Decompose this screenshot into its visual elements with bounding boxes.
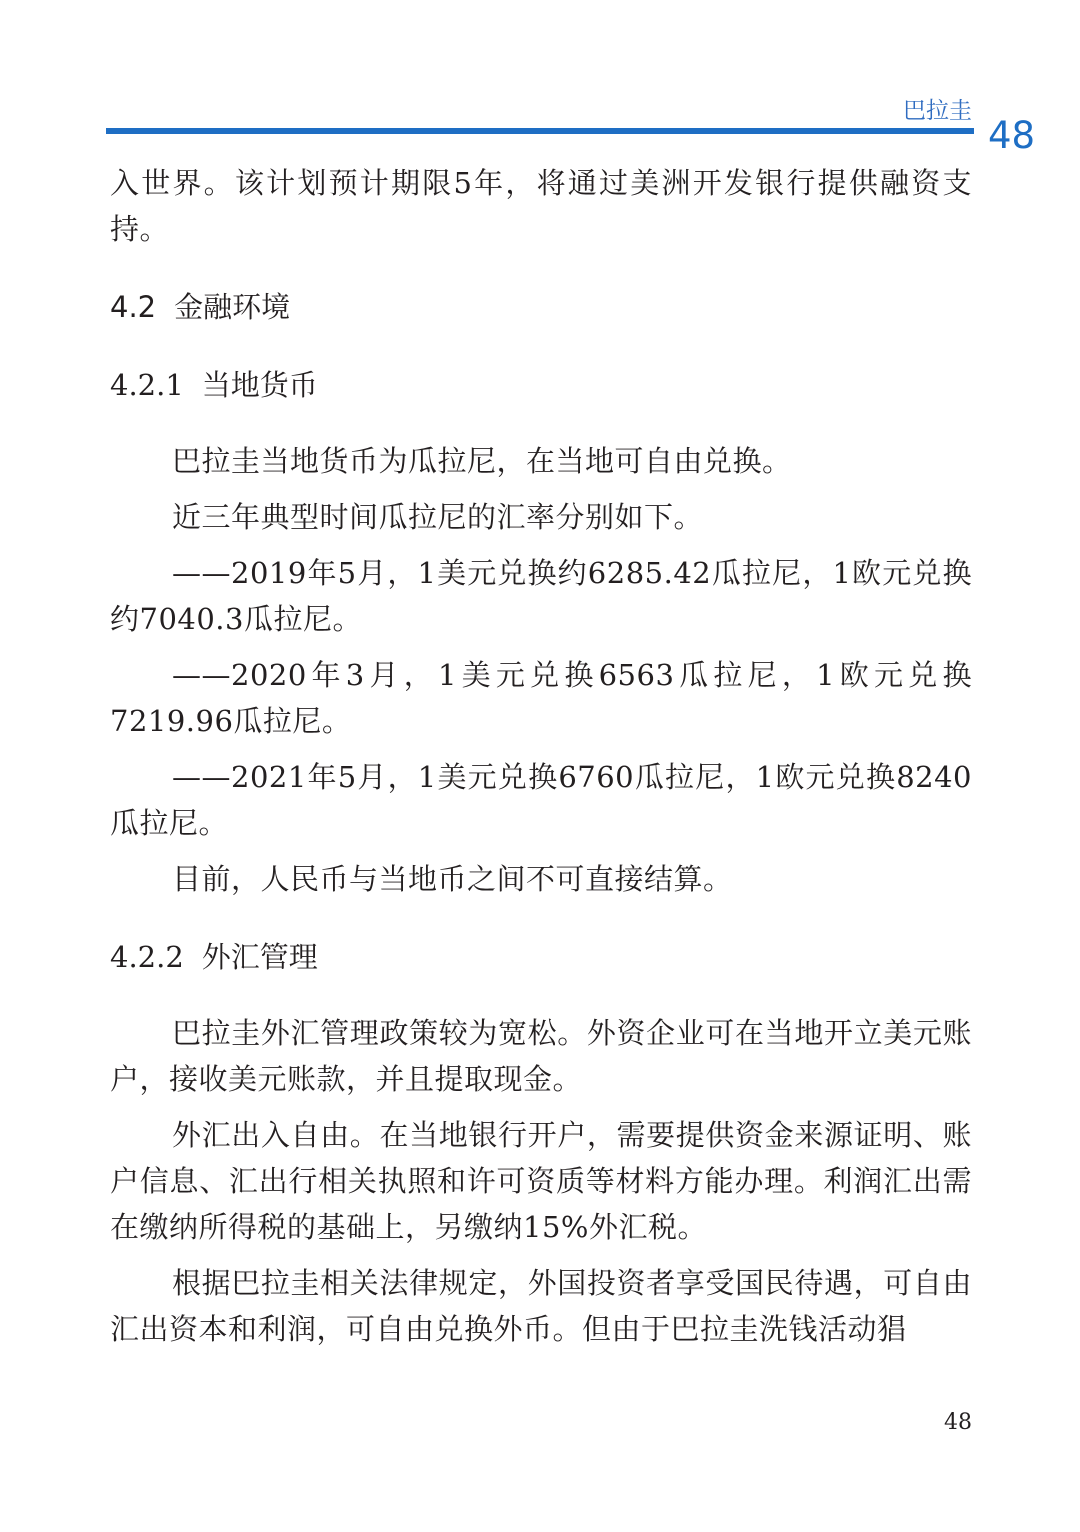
footer-page-number: 48: [944, 1410, 972, 1435]
running-header-country: 巴拉圭: [903, 98, 972, 124]
section-number: 4.2.1: [110, 368, 184, 402]
paragraph: 根据巴拉圭相关法律规定，外国投资者享受国民待遇，可自由汇出资本和利润，可自由兑换外币。但由于巴拉圭洗钱活动猖: [110, 1266, 972, 1346]
section-title: 当地货币: [201, 368, 318, 402]
page-body: [110, 160, 972, 1352]
intro-paragraph: 入世界。该计划预计期限5年，将通过美洲开发银行提供融资支持。: [110, 166, 972, 246]
paragraph: 巴拉圭外汇管理政策较为宽松。外资企业可在当地开立美元账户，接收美元账款，并且提取现金。: [110, 1016, 972, 1096]
section-heading-4-2-1: [110, 362, 972, 408]
paragraph: 目前，人民币与当地币之间不可直接结算。: [172, 862, 733, 896]
header-page-number: 48: [988, 114, 1036, 157]
section-title: 外汇管理: [201, 940, 318, 974]
section-heading-4-2: [110, 284, 972, 330]
header-rule: [106, 128, 974, 134]
section-title: 金融环境: [174, 290, 291, 324]
paragraph: 巴拉圭当地货币为瓜拉尼，在当地可自由兑换。: [172, 444, 792, 478]
section-number: 4.2: [110, 290, 157, 324]
rate-list-item: ——2020年3月，1美元兑换6563瓜拉尼，1欧元兑换7219.96瓜拉尼。: [110, 658, 972, 738]
section-number: 4.2.2: [110, 940, 184, 974]
section-heading-4-2-2: [110, 934, 972, 980]
paragraph: 外汇出入自由。在当地银行开户，需要提供资金来源证明、账户信息、汇出行相关执照和许可资质等材料方能办理。利润汇出需在缴纳所得税的基础上，另缴纳15%外汇税。: [110, 1118, 972, 1244]
rate-list-item: ——2019年5月，1美元兑换约6285.42瓜拉尼，1欧元兑换约7040.3瓜拉尼。: [110, 556, 972, 636]
paragraph: 近三年典型时间瓜拉尼的汇率分别如下。: [172, 500, 704, 534]
rate-list-item: ——2021年5月，1美元兑换6760瓜拉尼，1欧元兑换8240瓜拉尼。: [110, 760, 972, 840]
